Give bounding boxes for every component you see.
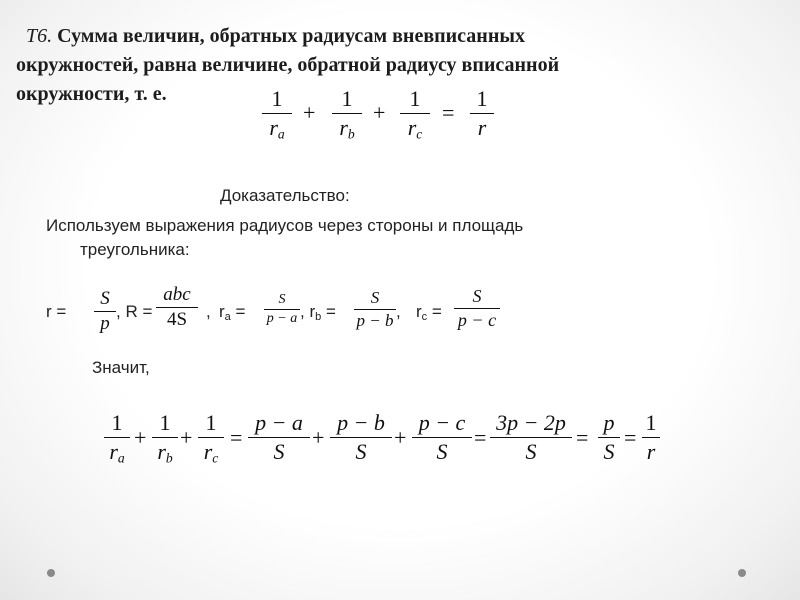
equals-sign: = (230, 425, 243, 450)
fraction-bar (332, 113, 362, 114)
subscript-b: b (315, 311, 322, 323)
subscript-b: b (347, 126, 355, 142)
fraction-bar (400, 113, 430, 114)
proof-heading: Доказательство: (220, 186, 350, 205)
fraction-bar (354, 309, 396, 310)
theorem-line-2: окружностей, равна величине, обратной радиусу вписанной (16, 54, 560, 76)
fraction-1-over-ra (104, 410, 130, 466)
fraction-p-over-S (598, 410, 620, 465)
comma-r-symbol: , r (300, 302, 316, 321)
numerator: 1 (645, 410, 657, 435)
r-symbol: r (416, 302, 422, 321)
fraction-bar (330, 437, 392, 438)
subscript-a: a (224, 311, 231, 323)
fraction-1-over-rc (400, 86, 430, 142)
numerator: p − c (418, 410, 466, 435)
numerator: S (100, 288, 110, 309)
fraction-bar (262, 113, 292, 114)
rc-equals-label (416, 302, 442, 323)
denominator: S (436, 439, 448, 464)
numerator: 1 (111, 410, 123, 435)
numerator: abc (163, 284, 191, 305)
rb-equals-label (300, 302, 336, 323)
comma: , (206, 302, 211, 321)
numerator: S (370, 288, 380, 307)
fraction-bar (264, 309, 300, 310)
fraction-abc-over-4S (156, 284, 198, 331)
numerator: 3p − 2p (496, 410, 566, 435)
fraction-bar (454, 308, 500, 309)
denominator: S (525, 439, 537, 464)
plus-sign: + (134, 425, 147, 450)
fraction-1-over-r (642, 410, 660, 465)
fraction-bar (94, 311, 116, 312)
fraction-bar (248, 437, 310, 438)
denominator: S (273, 439, 285, 464)
r-symbol: r (339, 115, 348, 140)
numerator: 1 (409, 86, 421, 111)
numerator: p − a (255, 410, 303, 435)
plus-sign: + (312, 425, 325, 450)
denominator: r (477, 115, 487, 140)
equals-sign: = (427, 302, 442, 321)
fraction-bar (642, 437, 660, 438)
denominator: p − a (266, 311, 298, 326)
subscript-c: c (421, 311, 428, 323)
r-symbol: r (157, 439, 166, 464)
numerator: 1 (271, 86, 283, 111)
theorem-number: Т6. (26, 25, 53, 47)
fraction-S-over-p-minus-c (454, 286, 500, 331)
r-symbol: r (219, 302, 225, 321)
fraction-S-over-p-minus-a (264, 292, 300, 327)
fraction-1-over-rb (332, 86, 362, 142)
equals-sign: = (230, 302, 246, 321)
denominator (157, 439, 172, 466)
r-symbol: r (109, 439, 118, 464)
denominator: p (100, 313, 110, 334)
denominator (109, 439, 124, 466)
denominator (408, 115, 423, 142)
equals-sign: = (474, 425, 487, 450)
plus-sign: + (394, 425, 407, 450)
fraction-bar (152, 437, 178, 438)
plus-sign: + (303, 100, 316, 125)
denominator: r (646, 439, 656, 464)
fraction-S-over-p (94, 288, 116, 335)
subscript-a: a (277, 126, 285, 142)
subscript-c: c (416, 126, 423, 142)
fraction-bar (490, 437, 572, 438)
r-equals-label: r = (46, 302, 67, 321)
proof-line-2: треугольника: (80, 240, 190, 259)
numerator: 1 (205, 410, 217, 435)
proof-line-1: Используем выражения радиусов через стороны и площадь (46, 216, 524, 235)
fraction-1-over-rc (198, 410, 224, 466)
ra-equals-label (219, 302, 245, 323)
fraction-p-minus-c-over-S (412, 410, 472, 465)
fraction-bar (598, 437, 620, 438)
theorem-line-3: окружности, т. е. (16, 83, 167, 105)
fraction-bar (412, 437, 472, 438)
plus-sign: + (373, 100, 386, 125)
therefore-text: Значит, (92, 358, 150, 377)
equals-sign: = (321, 302, 336, 321)
fraction-bar (198, 437, 224, 438)
subscript-a: a (117, 450, 125, 466)
fraction-S-over-p-minus-b (354, 288, 396, 331)
denominator (204, 439, 219, 466)
R-equals-label: , R = (116, 302, 153, 321)
denominator: S (355, 439, 367, 464)
denominator (339, 115, 354, 142)
comma: , (396, 302, 401, 321)
fraction-1-over-ra (262, 86, 292, 142)
subscript-b: b (165, 450, 173, 466)
numerator: S (472, 286, 482, 306)
fraction-bar (104, 437, 130, 438)
numerator: 1 (159, 410, 171, 435)
numerator: p − b (337, 410, 385, 435)
numerator: S (278, 292, 286, 307)
r-symbol: r (203, 439, 213, 464)
denominator: 4S (166, 309, 188, 330)
plus-sign: + (180, 425, 193, 450)
r-symbol: r (407, 115, 417, 140)
fraction-1-over-r (470, 86, 494, 141)
denominator: S (603, 439, 615, 464)
fraction-p-minus-b-over-S (330, 410, 392, 465)
denominator: p − c (457, 310, 497, 330)
slide-corner-dot-right (738, 569, 746, 577)
slide-corner-dot-left (47, 569, 55, 577)
denominator: p − b (356, 311, 394, 330)
fraction-p-minus-a-over-S (248, 410, 310, 465)
fraction-bar (156, 307, 198, 308)
equals-sign: = (442, 100, 455, 125)
numerator: 1 (476, 86, 488, 111)
equals-sign: = (624, 425, 637, 450)
fraction-3p-minus-2p-over-S (490, 410, 572, 465)
subscript-c: c (212, 450, 219, 466)
fraction-bar (470, 113, 494, 114)
equals-sign: = (576, 425, 589, 450)
r-symbol: r (269, 115, 278, 140)
numerator: p (603, 410, 615, 435)
denominator (269, 115, 284, 142)
theorem-line-1: Сумма величин, обратных радиусам вневписанных (57, 25, 525, 47)
fraction-1-over-rb (152, 410, 178, 466)
numerator: 1 (341, 86, 353, 111)
